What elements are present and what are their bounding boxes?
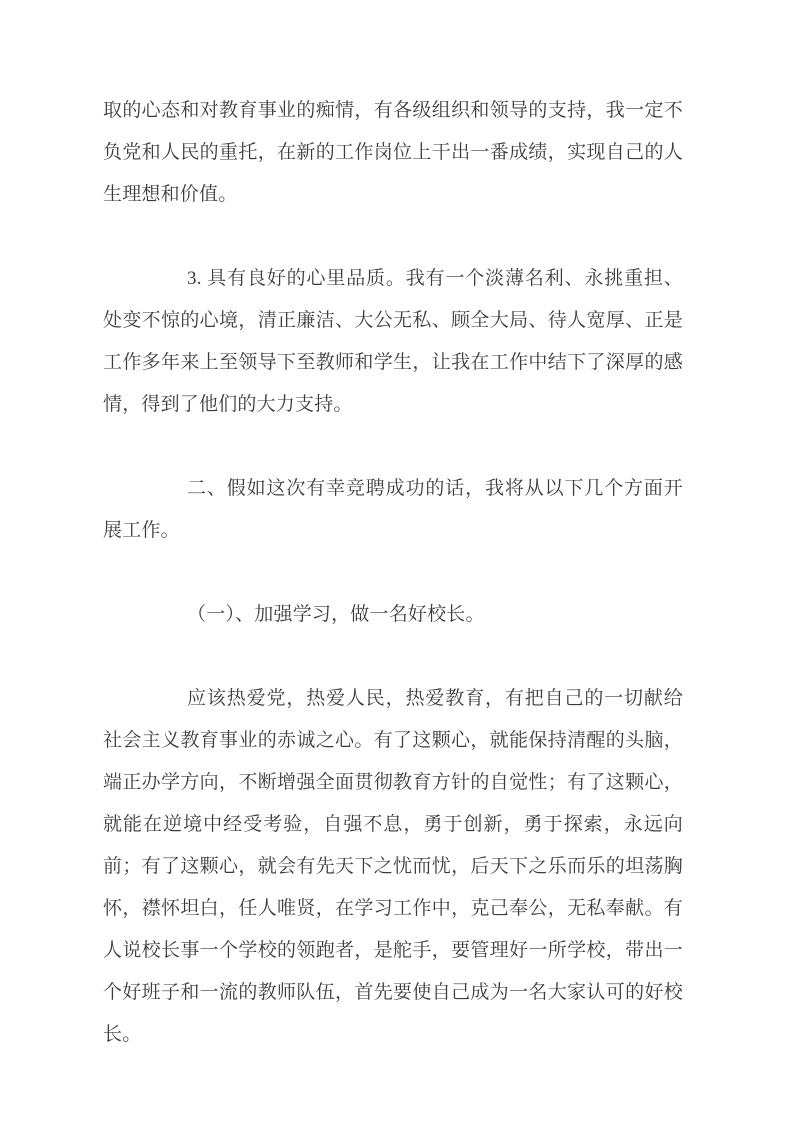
paragraph-section-2-heading: 二、假如这次有幸竞聘成功的话，我将从以下几个方面开展工作。 [103, 478, 683, 541]
paragraph-continuation: 取的心态和对教育事业的痴情，有各级组织和领导的支持，我一定不负党和人民的重托，在新的工作岗位上干出一番成绩，实现自己的人生理想和价值。 [103, 100, 683, 205]
paragraph-point-3: 3. 具有良好的心里品质。我有一个淡薄名利、永挑重担、处变不惊的心境，清正廉洁、大公无私、顾全大局、待人宽厚、正是工作多年来上至领导下至教师和学生，让我在工作中结下了深厚的感情，得到了他们的大力支持。 [103, 268, 683, 415]
paragraph-subsection-1-heading: （一）、加强学习，做一名好校长。 [187, 604, 485, 625]
paragraph-body: 应该热爱党，热爱人民，热爱教育，有把自己的一切献给社会主义教育事业的赤诚之心。有了这颗心，就能保持清醒的头脑，端正办学方向，不断增强全面贯彻教育方针的自觉性；有了这颗心，就能在逆境中经受考验，自强不息，勇于创新，勇于探索，永远向前；有了这颗心，就会有先天下之忧而忧，后天下之乐而乐的坦荡胸怀，襟怀坦白，任人唯贤，在学习工作中，克己奉公，无私奉献。有人说校长事一个学校的领跑者，是舵手，要管理好一所学校，带出一个好班子和一流的教师队伍，首先要使自己成为一名大家认可的好校长。 [103, 688, 683, 1045]
document-text-block [103, 90, 683, 1056]
